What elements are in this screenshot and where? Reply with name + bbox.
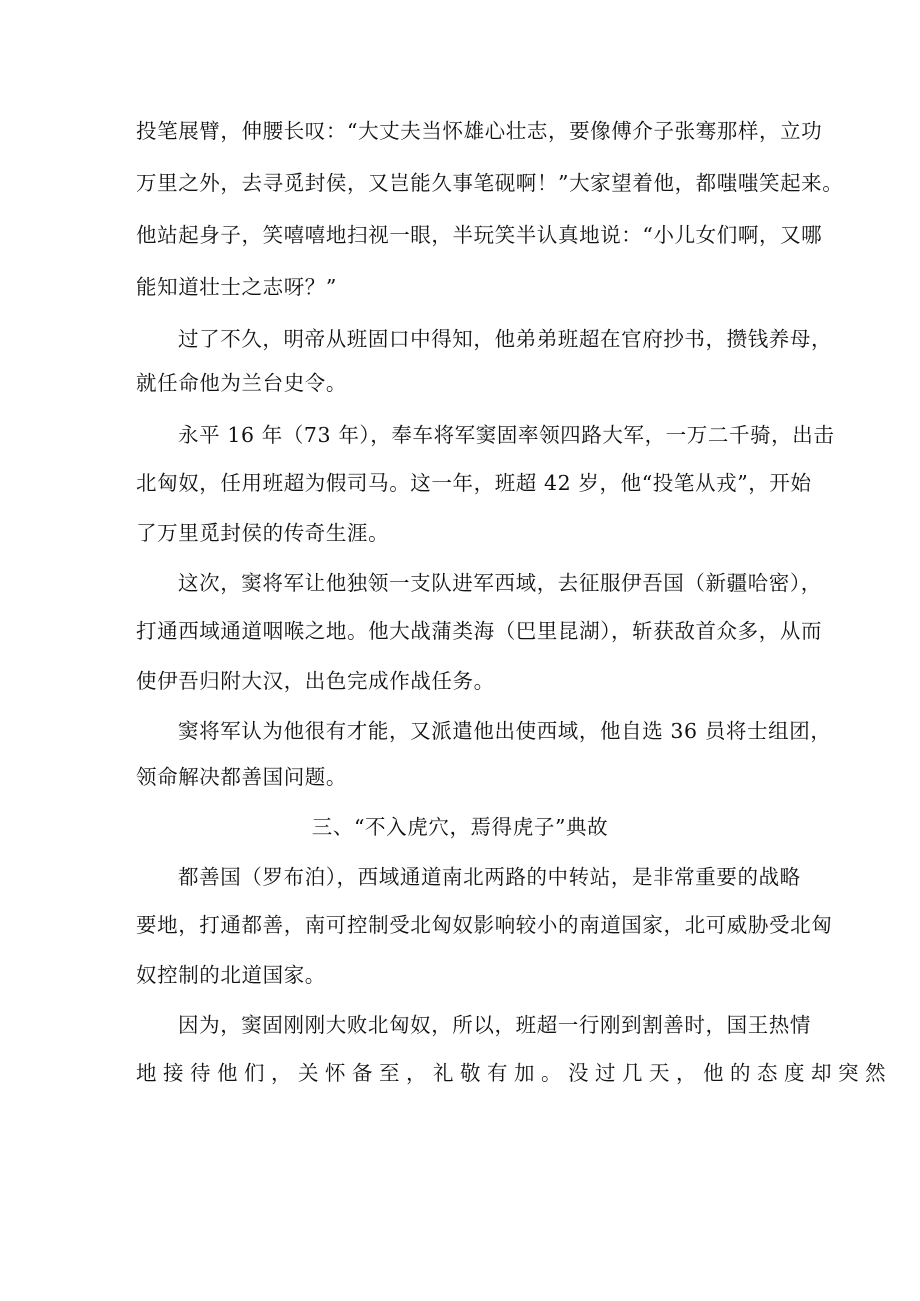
paragraph-7-line-1: 因为，窦固刚刚大败北匈奴，所以，班超一行刚到割善时，国王热情 bbox=[178, 1013, 811, 1037]
paragraph-6-line-2: 要地，打通都善，南可控制受北匈奴影响较小的南道国家，北可威胁受北匈 bbox=[136, 913, 833, 937]
paragraph-6-line-3: 奴控制的北道国家。 bbox=[136, 963, 326, 987]
paragraph-4-line-3: 使伊吾归附大汉，出色完成作战任务。 bbox=[136, 669, 495, 693]
paragraph-1-line-2: 万里之外，去寻觅封侯，又岂能久事笔砚啊！”大家望着他，都嗤嗤笑起来。 bbox=[136, 171, 844, 195]
paragraph-7-line-2: 地接待他们，关怀备至，礼敬有加。没过几天，他的态度却突然 bbox=[136, 1061, 892, 1085]
paragraph-6-line-1: 都善国（罗布泊），西域通道南北两路的中转站，是非常重要的战略 bbox=[178, 865, 801, 889]
paragraph-2-line-1: 过了不久，明帝从班固口中得知，他弟弟班超在官府抄书，攒钱养母， bbox=[178, 327, 833, 351]
paragraph-5-line-1: 窦将军认为他很有才能，又派遣他出使西域，他自选 36 员将士组团， bbox=[178, 719, 832, 743]
paragraph-3-line-2: 北匈奴，任用班超为假司马。这一年，班超 42 岁，他“投笔从戎”，开始 bbox=[136, 471, 812, 495]
paragraph-4-line-2: 打通西域通道咽喉之地。他大战蒲类海（巴里昆湖），斩获敌首众多，从而 bbox=[136, 619, 823, 643]
paragraph-1-line-3: 他站起身子，笑嘻嘻地扫视一眼，半玩笑半认真地说：“小儿女们啊，又哪 bbox=[136, 223, 823, 247]
paragraph-2-line-2: 就任命他为兰台史令。 bbox=[136, 371, 347, 395]
paragraph-3-line-1: 永平 16 年（73 年），奉车将军窦固率领四路大军，一万二千骑，出击 bbox=[178, 423, 835, 447]
paragraph-1-line-1: 投笔展臂，伸腰长叹：“大丈夫当怀雄心壮志，要像傅介子张骞那样，立功 bbox=[136, 119, 823, 143]
section-heading: 三、“不入虎穴，焉得虎子”典故 bbox=[311, 815, 609, 839]
paragraph-4-line-1: 这次，窦将军让他独领一支队进军西域，去征服伊吾国（新疆哈密）， bbox=[178, 571, 822, 595]
paragraph-1-line-4: 能知道壮士之志呀？” bbox=[136, 275, 337, 299]
paragraph-3-line-3: 了万里觅封侯的传奇生涯。 bbox=[136, 521, 390, 545]
paragraph-5-line-2: 领命解决都善国问题。 bbox=[136, 765, 347, 789]
